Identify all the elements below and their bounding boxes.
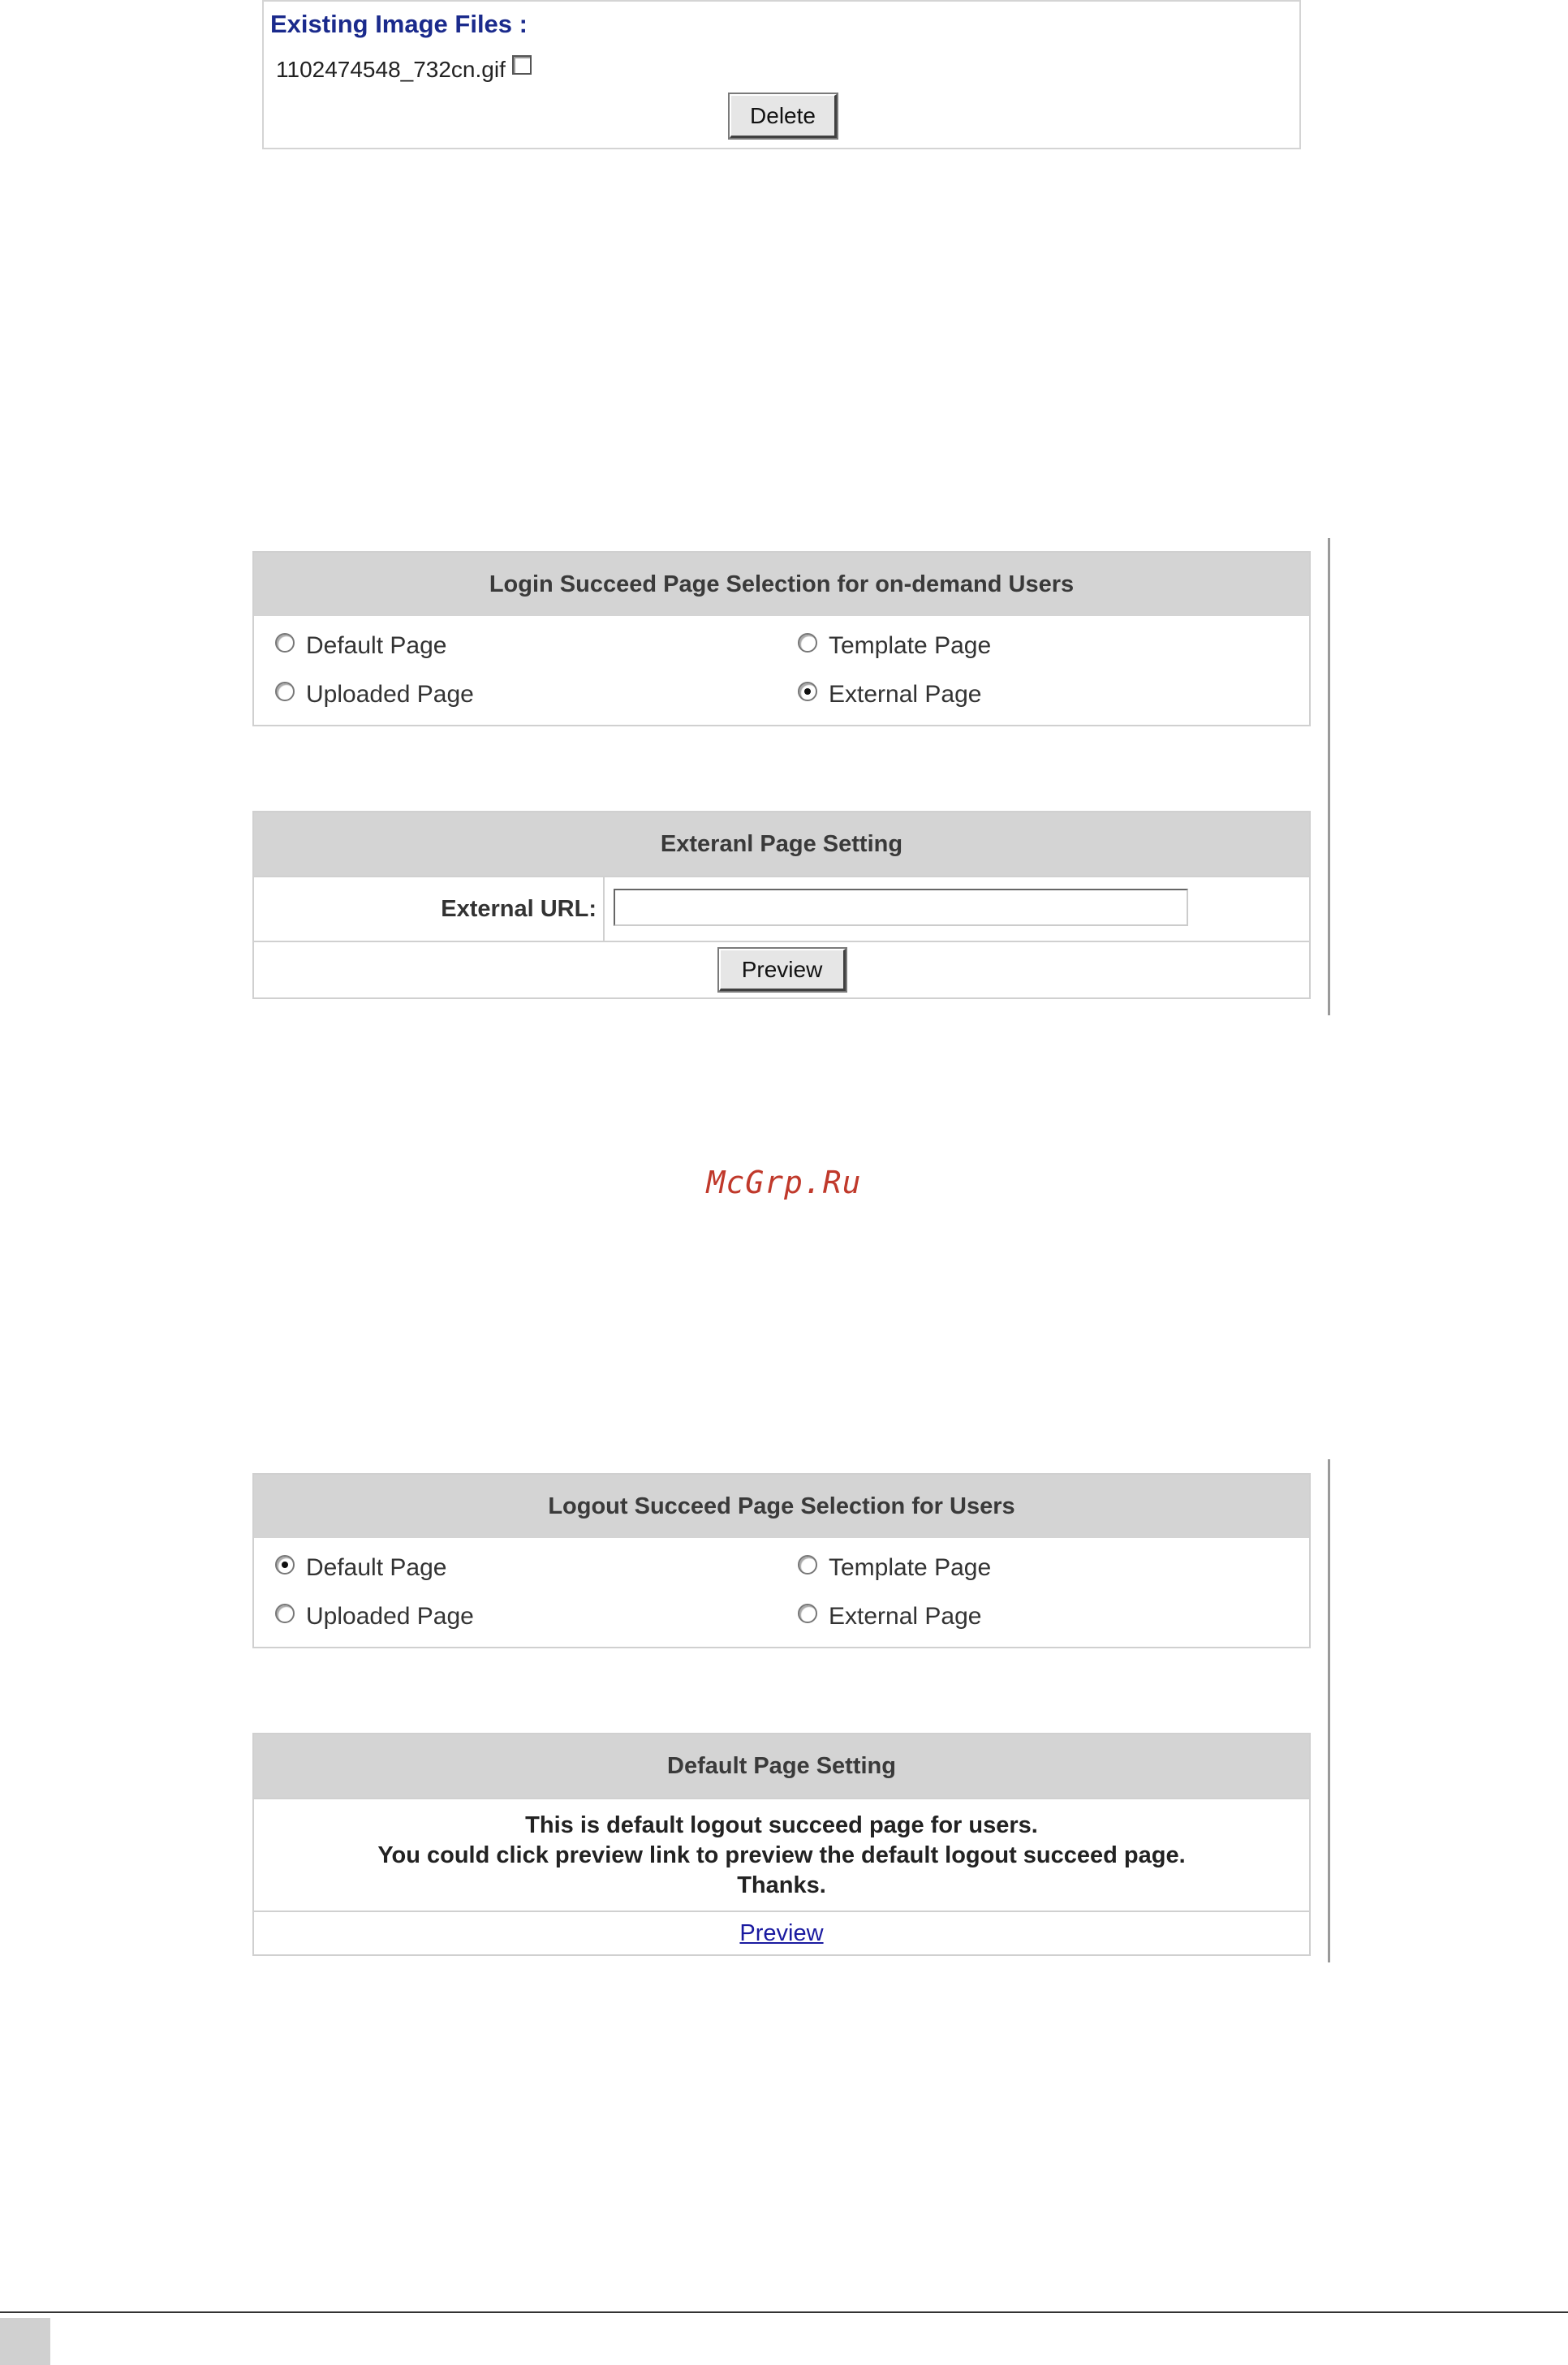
logout-external-label: External Page [829, 1603, 982, 1630]
login-default-radio[interactable] [275, 633, 295, 653]
default-preview-row [254, 1911, 1309, 1954]
logout-template-label: Template Page [829, 1554, 992, 1581]
delete-button[interactable]: Delete [730, 94, 837, 138]
login-template-label: Template Page [829, 632, 992, 659]
existing-image-files-panel [262, 0, 1301, 149]
logout-external-radio[interactable] [798, 1604, 817, 1623]
external-setting-title: Exteranl Page Setting [254, 812, 1309, 876]
login-option-uploaded[interactable] [275, 681, 474, 709]
external-url-row [254, 876, 1309, 941]
external-url-input[interactable] [614, 889, 1188, 926]
login-template-radio[interactable] [798, 633, 817, 653]
image-file-row [276, 57, 532, 83]
logout-option-default[interactable] [275, 1554, 446, 1582]
login-external-radio[interactable] [798, 682, 817, 701]
preview-row [254, 941, 1309, 997]
logout-uploaded-label: Uploaded Page [306, 1603, 474, 1630]
logout-option-external[interactable] [798, 1603, 981, 1631]
default-message-line-3: Thanks. [737, 1872, 826, 1898]
image-file-checkbox[interactable] [512, 55, 532, 75]
login-option-template[interactable] [798, 632, 991, 660]
watermark-text: McGrp.Ru [706, 1165, 862, 1200]
logout-template-radio[interactable] [798, 1555, 817, 1575]
panel-right-border-2 [1328, 1459, 1330, 1962]
login-uploaded-radio[interactable] [275, 682, 295, 701]
image-file-name: 1102474548_732cn.gif [276, 57, 506, 82]
logout-option-template[interactable] [798, 1554, 991, 1582]
login-external-label: External Page [829, 681, 982, 708]
default-setting-title: Default Page Setting [254, 1734, 1309, 1798]
logout-options [254, 1538, 1309, 1647]
login-options [254, 616, 1309, 725]
login-selection-table [252, 551, 1311, 726]
logout-default-label: Default Page [306, 1554, 447, 1581]
default-setting-message [254, 1798, 1309, 1911]
login-option-default[interactable] [275, 632, 446, 660]
preview-button[interactable]: Preview [719, 949, 846, 991]
login-selection-title: Login Succeed Page Selection for on-demand Users [254, 553, 1309, 616]
url-column-divider [603, 877, 605, 941]
default-preview-link[interactable]: Preview [739, 1919, 824, 1946]
default-page-setting-table [252, 1733, 1311, 1956]
logout-option-uploaded[interactable] [275, 1603, 474, 1631]
existing-image-files-title: Existing Image Files : [270, 10, 528, 38]
login-default-label: Default Page [306, 632, 447, 659]
panel-right-border [1328, 538, 1330, 1015]
footer-page-marker [0, 2318, 50, 2365]
login-uploaded-label: Uploaded Page [306, 681, 474, 708]
logout-default-radio[interactable] [275, 1555, 295, 1575]
footer-rule [0, 2311, 1568, 2313]
logout-uploaded-radio[interactable] [275, 1604, 295, 1623]
external-url-label: External URL: [441, 895, 597, 922]
login-option-external[interactable] [798, 681, 981, 709]
default-message-line-2: You could click preview link to preview the default logout succeed page. [377, 1842, 1186, 1868]
logout-selection-title: Logout Succeed Page Selection for Users [254, 1475, 1309, 1538]
logout-selection-table [252, 1473, 1311, 1648]
default-message-line-1: This is default logout succeed page for users. [525, 1812, 1038, 1838]
external-page-setting-table [252, 811, 1311, 999]
